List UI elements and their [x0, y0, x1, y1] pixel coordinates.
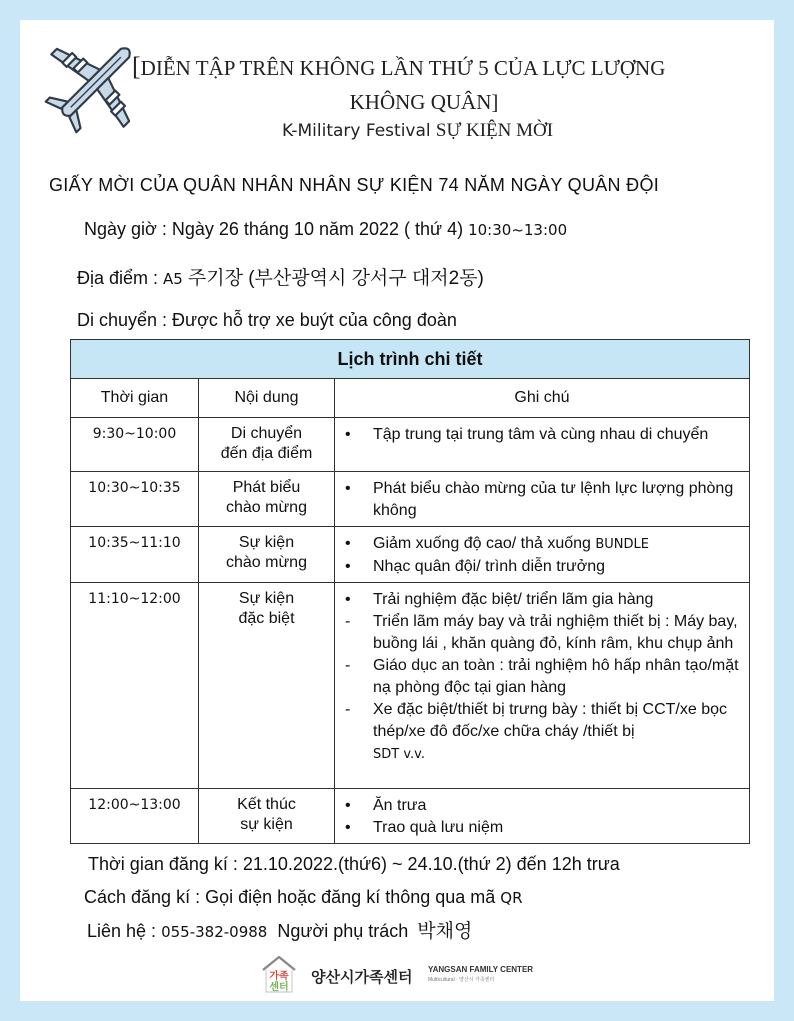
schedule-column-headers	[71, 379, 750, 418]
note-item: • Nhạc quân đội/ trình diễn trưởng	[345, 558, 606, 575]
row-time: 12:00~13:00	[71, 789, 199, 844]
note-item: • Ăn trưa	[345, 797, 427, 814]
row-notes	[335, 583, 750, 789]
event-title-line-2: KHÔNG QUÂN]	[349, 90, 499, 114]
registration-method: Cách đăng kí : Gọi điện hoặc đăng kí thông qua mã QR	[84, 887, 523, 907]
row-content: Di chuyển đến địa điểm	[199, 418, 335, 472]
row-time: 10:35~11:10	[71, 527, 199, 583]
schedule-table	[70, 339, 750, 844]
row-content: Sự kiện đặc biệt	[199, 583, 335, 789]
row-notes	[335, 789, 750, 844]
logo-name-korean: 양산시가족센터	[311, 969, 413, 986]
column-header-content: Nội dung	[199, 379, 335, 418]
row-time: 11:10~12:00	[71, 583, 199, 789]
row-time: 9:30~10:00	[71, 418, 199, 472]
invitation-heading: GIẤY MỜI CỦA QUÂN NHÂN NHÂN SỰ KIỆN 74 NĂM NGÀY QUÂN ĐỘI	[49, 175, 660, 195]
location-row: Địa điểm : A5 주기장 (부산광역시 강서구 대저2동)	[77, 268, 484, 289]
note-item: • Trải nghiệm đặc biệt/ triển lãm gia hàng	[345, 591, 654, 608]
table-row	[71, 789, 750, 844]
invitation-page	[20, 20, 774, 1001]
row-notes	[335, 527, 750, 583]
table-row	[71, 418, 750, 472]
row-notes	[335, 418, 750, 472]
row-content: Kết thúc sự kiện	[199, 789, 335, 844]
row-content: Sự kiện chào mừng	[199, 527, 335, 583]
contact-row: Liên hệ : 055-382-0988 Người phụ trách 박채영	[87, 921, 473, 942]
note-item: • Giảm xuống độ cao/ thả xuống BUNDLE	[345, 535, 649, 552]
note-item: • Trao quà lưu niệm	[345, 819, 504, 836]
table-row	[71, 583, 750, 789]
family-center-logo-mark	[260, 954, 298, 994]
event-title-line-1: [DIỄN TẬP TRÊN KHÔNG LẦN THỨ 5 CỦA LỰC LƯỢNG	[132, 52, 666, 81]
event-subtitle: K-Military Festival SỰ KIỆN MỜI	[282, 120, 554, 141]
family-center-logo	[260, 954, 560, 994]
note-item: • Tập trung tại trung tâm và cùng nhau di chuyển	[345, 426, 709, 443]
svg-text:가족: 가족	[269, 971, 289, 982]
column-header-notes: Ghi chú	[335, 379, 750, 418]
table-row	[71, 527, 750, 583]
note-item: - Xe đặc biệt/thiết bị trưng bày : thiết bị CCT/xe bọc thép/xe đô đốc/xe chữa cháy /thiết bị SDT v.v.	[345, 701, 727, 762]
logo-subtitle: Multicultural · 양산시 가족센터	[428, 977, 495, 983]
row-time: 10:30~10:35	[71, 472, 199, 527]
note-item: • Phát biểu chào mừng của tư lệnh lực lượng phòng không	[345, 480, 734, 519]
transport-row: Di chuyển : Được hỗ trợ xe buýt của công đoàn	[77, 310, 457, 330]
schedule-title: Lịch trình chi tiết	[71, 340, 750, 379]
row-content: Phát biểu chào mừng	[199, 472, 335, 527]
logo-name-english: YANGSAN FAMILY CENTER	[428, 965, 534, 974]
note-item: - Giáo dục an toàn : trải nghiệm hô hấp nhân tạo/mặt nạ phòng độc tại gian hàng	[345, 657, 739, 696]
svg-text:센터: 센터	[269, 982, 289, 993]
date-time-row: Ngày giờ : Ngày 26 tháng 10 năm 2022 ( thứ 4) 10:30~13:00	[84, 219, 568, 239]
note-item: - Triển lãm máy bay và trải nghiệm thiết bị : Máy bay, buồng lái , khăn quàng đỏ, kính râm, khu chụp ảnh	[345, 613, 738, 652]
table-row	[71, 472, 750, 527]
column-header-time: Thời gian	[71, 379, 199, 418]
row-notes	[335, 472, 750, 527]
airplane-icon	[34, 26, 152, 144]
registration-time: Thời gian đăng kí : 21.10.2022.(thứ6) ~ 24.10.(thứ 2) đến 12h trưa	[88, 854, 620, 874]
